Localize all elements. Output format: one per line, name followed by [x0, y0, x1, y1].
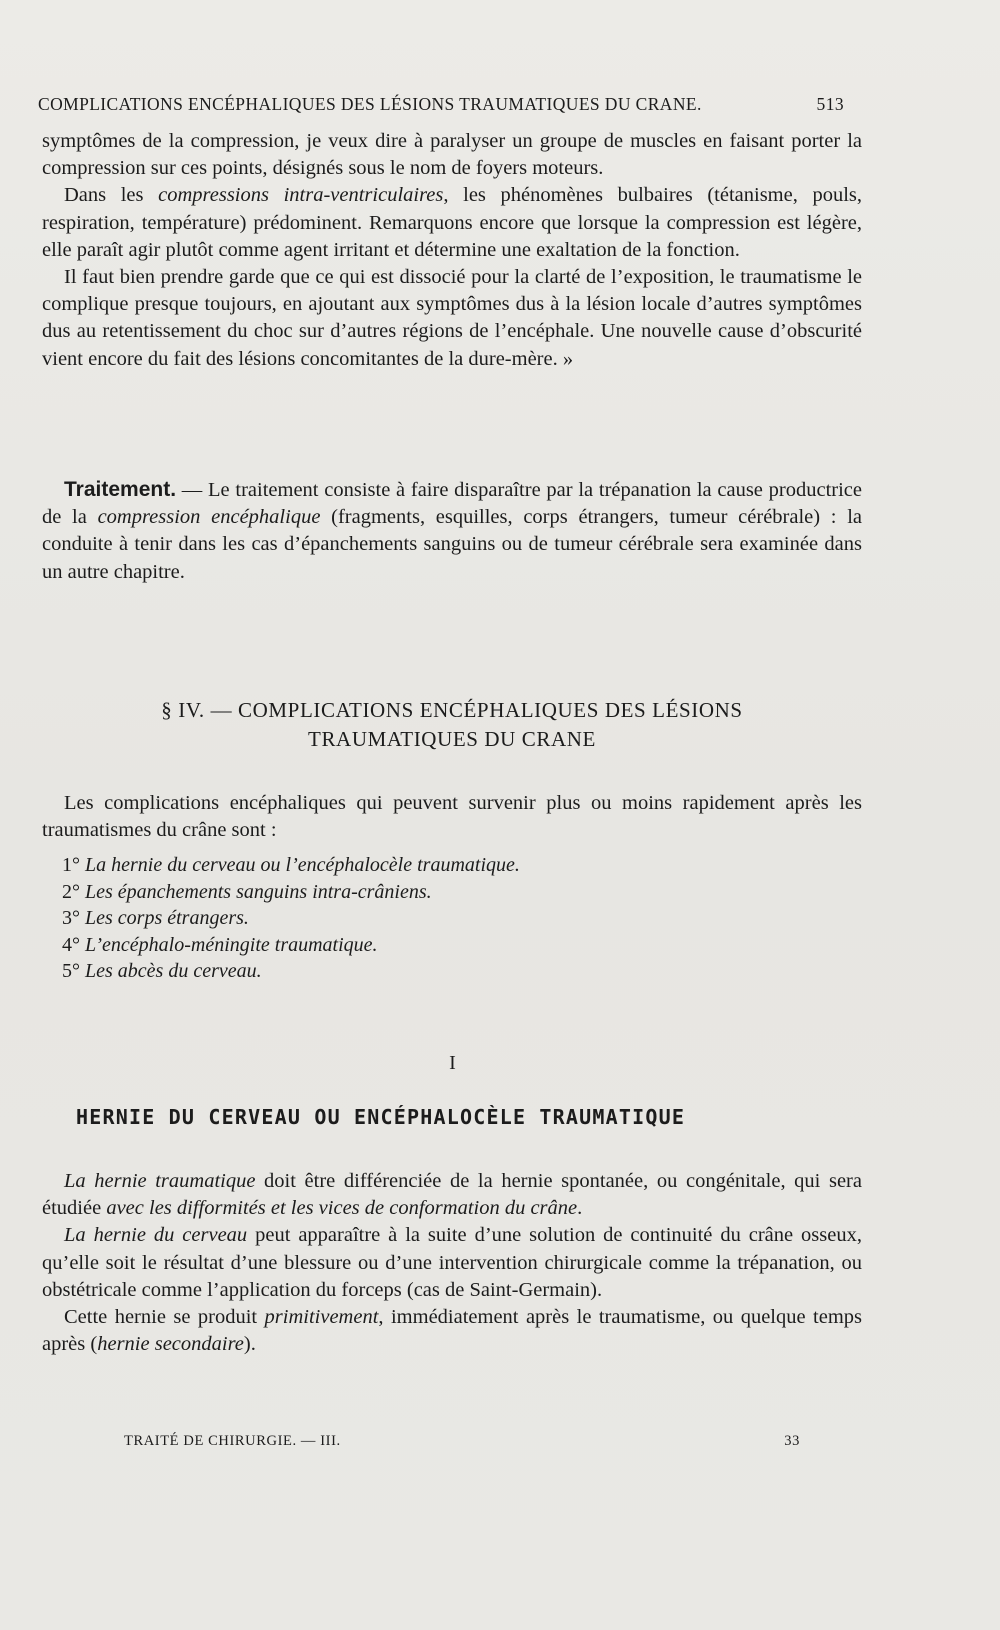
paragraph: Cette hernie se produit primitivement, immédiatement après le traumatisme, ou quelque temps après (hernie secondaire).: [42, 1306, 862, 1356]
book-title: TRAITÉ DE CHIRURGIE. — III.: [124, 1433, 341, 1449]
paragraph: Il faut bien prendre garde que ce qui est dissocié pour la clarté de l’exposition, le traumatisme le complique presque toujours, en ajoutant aux symptômes dus à la lésion locale d’autres symptômes dus au retentissement du choc sur d’autres régions de l’encéphale. Une nouvelle cause d’obscurité vient encore du fait des lésions concomitantes de la dure-mère. »: [42, 266, 862, 370]
text-block-hernie: [42, 1168, 862, 1358]
paragraph: Dans les compressions intra-ventriculaires, les phénomènes bulbaires (tétanisme, pouls, respiration, température) prédominent. Remarquons encore que lorsque la compression est légère, elle paraît agir plutôt comme agent irritant et détermine une exaltation de la fonction.: [42, 184, 862, 261]
text-block-intro: [42, 790, 862, 844]
text-block-compression: [42, 128, 862, 373]
section-heading-line: § IV. — COMPLICATIONS ENCÉPHALIQUES DES LÉSIONS: [161, 698, 743, 722]
paragraph: Traitement. — Le traitement consiste à faire disparaître par la trépanation la cause productrice de la compression encéphalique (fragments, esquilles, corps étrangers, tumeur cérébrale) : la conduite à tenir dans les cas d’épanchements sanguins ou de tumeur cérébrale sera examinée dans un autre chapitre.: [42, 478, 862, 583]
list-item: 4° L’encéphalo-méningite traumatique.: [62, 933, 378, 956]
running-head: [38, 94, 844, 115]
list-item: 2° Les épanchements sanguins intra-crâniens.: [62, 880, 432, 903]
chapter-title: HERNIE DU CERVEAU OU ENCÉPHALOCÈLE TRAUMATIQUE: [76, 1105, 686, 1129]
chapter-number: I: [449, 1052, 456, 1074]
paragraph: symptômes de la compression, je veux dire à paralyser un groupe de muscles en faisant porter la compression sur ces points, désignés sous le nom de foyers moteurs.: [42, 130, 862, 180]
paragraph: La hernie traumatique doit être différenciée de la hernie spontanée, ou congénitale, qui sera étudiée avec les difformités et les vices de conformation du crâne.: [42, 1170, 862, 1220]
section-heading-line: TRAUMATIQUES DU CRANE: [308, 727, 596, 751]
paragraph: Les complications encéphaliques qui peuvent survenir plus ou moins rapidement après les traumatismes du crâne sont :: [42, 792, 862, 842]
list-item: 1° La hernie du cerveau ou l’encéphalocèle traumatique.: [62, 854, 520, 876]
signature-mark: 33: [784, 1433, 800, 1449]
list-item: 5° Les abcès du cerveau.: [62, 960, 262, 982]
paragraph: La hernie du cerveau peut apparaître à la suite d’une solution de continuité du crâne osseux, qu’elle soit le résultat d’une blessure ou d’une intervention chirurgicale comme la trépanation, ou obstétricale comme l’application du forceps (cas de Saint-Germain).: [42, 1224, 862, 1301]
list-item: 3° Les corps étrangers.: [62, 907, 249, 929]
text-block-traitement: [42, 476, 862, 586]
page-footer: [124, 1433, 800, 1450]
page-number: 513: [816, 94, 844, 114]
complications-list: [62, 852, 520, 985]
traitement-heading: Traitement.: [64, 478, 177, 501]
section-heading: [42, 696, 862, 754]
running-title: COMPLICATIONS ENCÉPHALIQUES DES LÉSIONS TRAUMATIQUES DU CRANE.: [38, 94, 702, 114]
